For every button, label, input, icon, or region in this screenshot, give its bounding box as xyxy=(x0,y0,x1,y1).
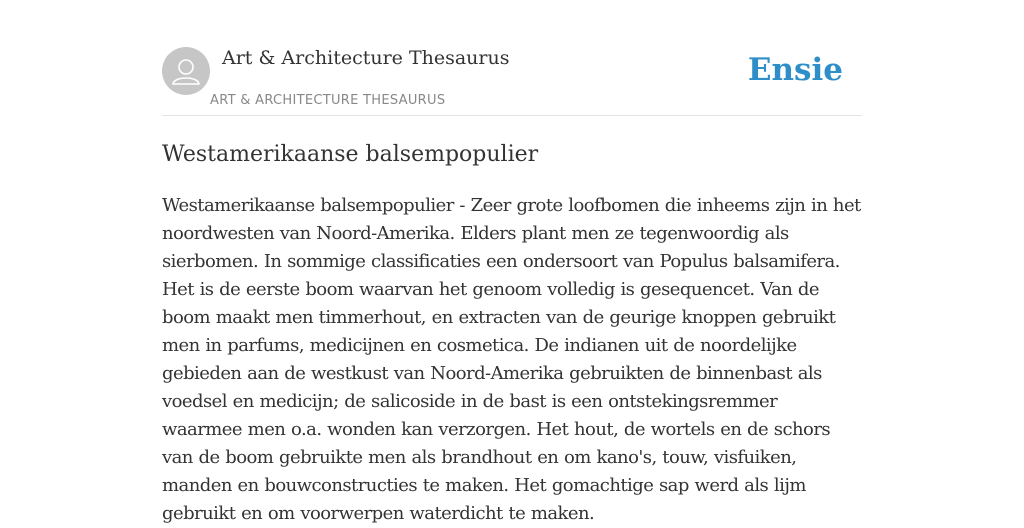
source-subtitle[interactable]: ART & ARCHITECTURE THESAURUS xyxy=(210,93,446,108)
user-icon xyxy=(162,47,210,95)
source-title[interactable]: Art & Architecture Thesaurus xyxy=(222,47,510,69)
avatar[interactable] xyxy=(162,47,210,95)
entry-title: Westamerikaanse balsempopulier xyxy=(162,142,539,167)
brand-logo[interactable]: Ensie xyxy=(747,52,843,88)
header-divider xyxy=(162,115,862,116)
entry-body: Westamerikaanse balsempopulier - Zeer grote loofbomen die inheems zijn in het noordwesten van Noord-Amerika. Elders plant men ze tegenwoordig als sierbomen. In sommige classificaties een ondersoort van Populus balsamifera. Het is de eerste boom waarvan het genoom volledig is gesequencet. Van de boom maakt men timmerhout, en extracten van de geurige knoppen gebruikt men in parfums, medicijnen en cosmetica. De indianen uit de noordelijke gebieden aan de westkust van Noord-Amerika gebruikten de binnenbast als voedsel en medicijn; de salicoside in de bast is een ontstekingsremmer waarmee men o.a. wonden kan verzorgen. Het hout, de wortels en de schors van de boom gebruikte men als brandhout en om kano's, touw, visfuiken, manden en bouwconstructies te maken. Het gomachtige sap werd als lijm gebruikt en om voorwerpen waterdicht te maken. xyxy=(162,195,861,524)
